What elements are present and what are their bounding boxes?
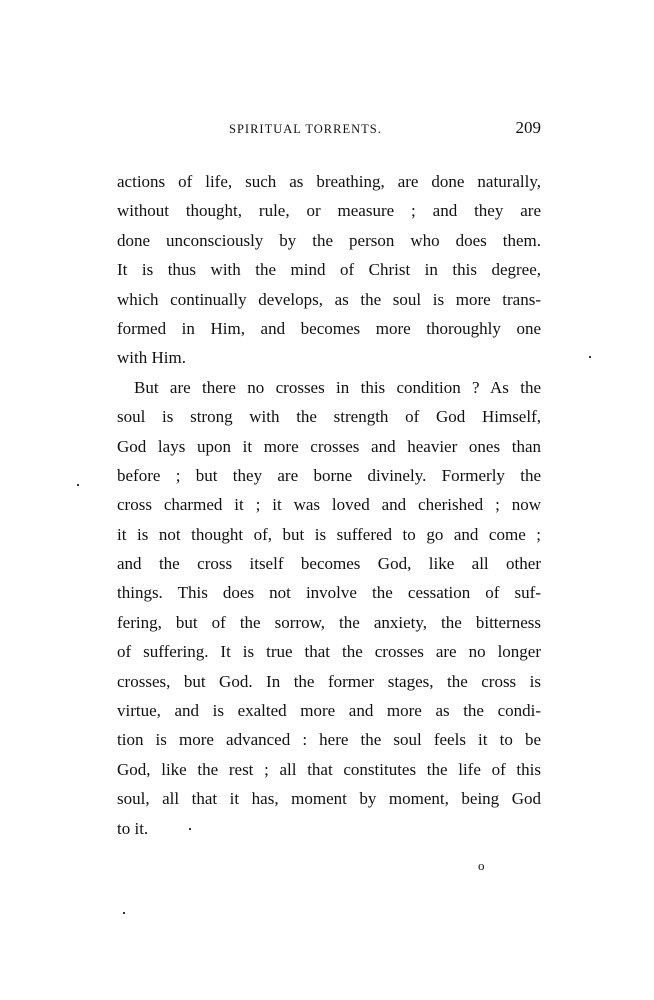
text-line: done unconsciously by the person who does them. xyxy=(117,230,541,250)
text-line: God lays upon it more crosses and heavier ones than xyxy=(117,436,541,456)
page-number: 209 xyxy=(515,118,541,137)
text-line: without thought, rule, or measure ; and they are xyxy=(117,201,541,221)
text-line: which continually develops, as the soul is more trans- xyxy=(117,289,541,309)
text-line: It is thus with the mind of Christ in this degree, xyxy=(117,260,541,280)
text-line: actions of life, such as breathing, are done naturally, xyxy=(117,172,541,191)
text-line: But are there no crosses in this condition ? As the xyxy=(134,377,541,397)
text-line: soul, all that it has, moment by moment, being God xyxy=(117,789,541,809)
signature-mark: o xyxy=(478,858,485,873)
text-line: and the cross itself becomes God, like all other xyxy=(117,554,541,574)
page-body xyxy=(117,167,541,843)
text-line: virtue, and is exalted more and more as the condi- xyxy=(117,701,541,721)
scan-speck xyxy=(123,912,125,914)
text-line: of suffering. It is true that the crosses are no longer xyxy=(117,642,541,662)
running-header xyxy=(117,118,541,140)
text-line: it is not thought of, but is suffered to go and come ; xyxy=(117,524,541,544)
scan-speck xyxy=(189,828,191,830)
text-line: cross charmed it ; it was loved and cherished ; now xyxy=(117,495,541,515)
text-line: with Him. xyxy=(117,348,186,368)
text-line: God, like the rest ; all that constitutes the life of this xyxy=(117,759,541,779)
text-line: fering, but of the sorrow, the anxiety, the bitterness xyxy=(117,612,541,632)
paragraph-1 xyxy=(117,167,541,373)
scan-speck xyxy=(77,484,79,486)
text-line: crosses, but God. In the former stages, the cross is xyxy=(117,671,541,691)
text-line: tion is more advanced : here the soul feels it to be xyxy=(117,730,541,750)
text-line: things. This does not involve the cessation of suf- xyxy=(117,583,541,603)
running-title: SPIRITUAL TORRENTS. xyxy=(229,122,382,136)
text-line: soul is strong with the strength of God Himself, xyxy=(117,407,541,427)
paragraph-2 xyxy=(117,373,541,843)
text-line: before ; but they are borne divinely. Formerly the xyxy=(117,465,541,485)
text-line: formed in Him, and becomes more thoroughly one xyxy=(117,318,541,338)
scan-speck xyxy=(589,356,591,358)
text-line: to it. xyxy=(117,818,149,838)
